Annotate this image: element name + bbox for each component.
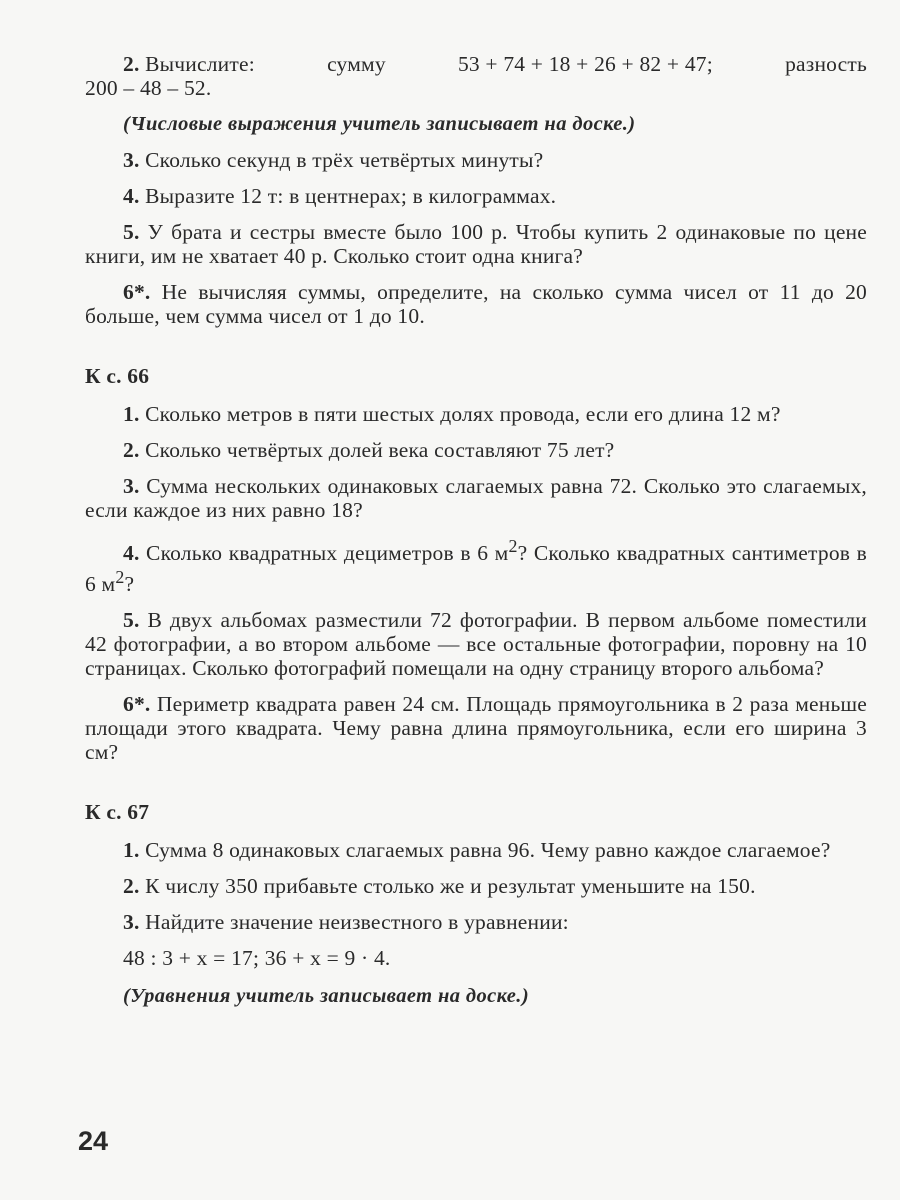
task-5 xyxy=(85,220,867,268)
task-text: Выразите 12 т: в центнерах; в килограммах. xyxy=(145,184,557,208)
task-text: В двух альбомах разместили 72 фотографии. В первом альбоме поместили 42 фотографии, а во втором альбоме — все остальные фотографии, поровну на 10 страницах. Сколько фотографий помещали на одну страницу второго альбома? xyxy=(85,608,867,681)
task-4 xyxy=(85,184,867,208)
task-number: 2. xyxy=(123,438,140,462)
task-1 xyxy=(85,402,867,426)
task-2-compute xyxy=(85,52,867,100)
task-text: Сумма нескольких одинаковых слагаемых равна 72. Сколько это слагаемых, если каждое из них равно 18? xyxy=(85,474,867,522)
task-text: Сколько метров в пяти шестых долях провода, если его длина 12 м? xyxy=(145,402,781,426)
task-number: 3. xyxy=(123,148,140,172)
difference-expression: 200 – 48 – 52. xyxy=(85,76,212,100)
task-number: 3. xyxy=(123,910,140,935)
teacher-note: (Числовые выражения учитель записывает на доске.) xyxy=(123,113,636,135)
task-text: Сумма 8 одинаковых слагаемых равна 96. Чему равно каждое слагаемое? xyxy=(145,838,831,863)
teacher-note: (Уравнения учитель записывает на доске.) xyxy=(123,985,530,1008)
task-number: 4. xyxy=(123,541,140,566)
task-4 xyxy=(85,534,867,596)
task-word: разность xyxy=(785,52,867,76)
superscript: 2 xyxy=(115,567,125,588)
task-number: 5. xyxy=(123,220,140,244)
task-text-part: ? Сколько квадратных сантиметров в 6 м xyxy=(85,541,868,597)
task-3 xyxy=(85,148,867,172)
sum-expression: 53 + 74 + 18 + 26 + 82 + 47; xyxy=(457,52,713,76)
task-text: Сколько четвёртых долей века составляют 75 лет? xyxy=(145,438,615,462)
task-text-part: ? xyxy=(124,572,135,597)
page-content xyxy=(85,52,867,1020)
task-number: 6*. xyxy=(123,692,151,717)
task-text: К числу 350 прибавьте столько же и результат уменьшите на 150. xyxy=(145,874,756,899)
task-number: 1. xyxy=(123,838,140,863)
task-number: 4. xyxy=(123,184,140,208)
task-3 xyxy=(85,910,867,934)
task-number: 1. xyxy=(123,402,140,426)
task-text-part: Сколько квадратных дециметров в 6 м xyxy=(146,541,509,566)
task-5 xyxy=(85,608,867,680)
task-6-star xyxy=(85,692,867,764)
task-number: 2. xyxy=(123,874,140,899)
task-number: 6*. xyxy=(123,280,151,304)
task-text: У брата и сестры вместе было 100 р. Чтобы купить 2 одинаковые по цене книги, им не хватает 40 р. Сколько стоит одна книга? xyxy=(85,220,868,268)
task-3 xyxy=(85,474,867,522)
task-number: 5. xyxy=(123,608,140,633)
task-text: Периметр квадрата равен 24 см. Площадь прямоугольника в 2 раза меньше площади этого квадрата. Чему равна длина прямоугольника, если его ширина 3 см? xyxy=(85,692,867,765)
equation-line: 48 : 3 + x = 17; 36 + x = 9 · 4. xyxy=(123,946,391,971)
task-6-star xyxy=(85,280,867,328)
superscript: 2 xyxy=(508,536,518,556)
task-number: 2. xyxy=(123,52,140,76)
task-word: сумму xyxy=(327,52,386,76)
task-word: Вычислите: xyxy=(145,52,255,76)
page-number: 24 xyxy=(78,1126,109,1156)
task-text: Не вычисляя суммы, определите, на сколько сумма чисел от 11 до 20 больше, чем сумма чисел от 1 до 10. xyxy=(85,280,868,328)
task-2 xyxy=(85,874,867,898)
task-text: Найдите значение неизвестного в уравнении: xyxy=(145,910,569,935)
task-number: 3. xyxy=(123,474,140,498)
section-heading-67: К с. 67 xyxy=(85,800,150,825)
task-2 xyxy=(85,438,867,462)
task-text: Сколько секунд в трёх четвёртых минуты? xyxy=(145,148,544,172)
section-heading-66: К с. 66 xyxy=(85,364,150,388)
task-1 xyxy=(85,838,867,862)
